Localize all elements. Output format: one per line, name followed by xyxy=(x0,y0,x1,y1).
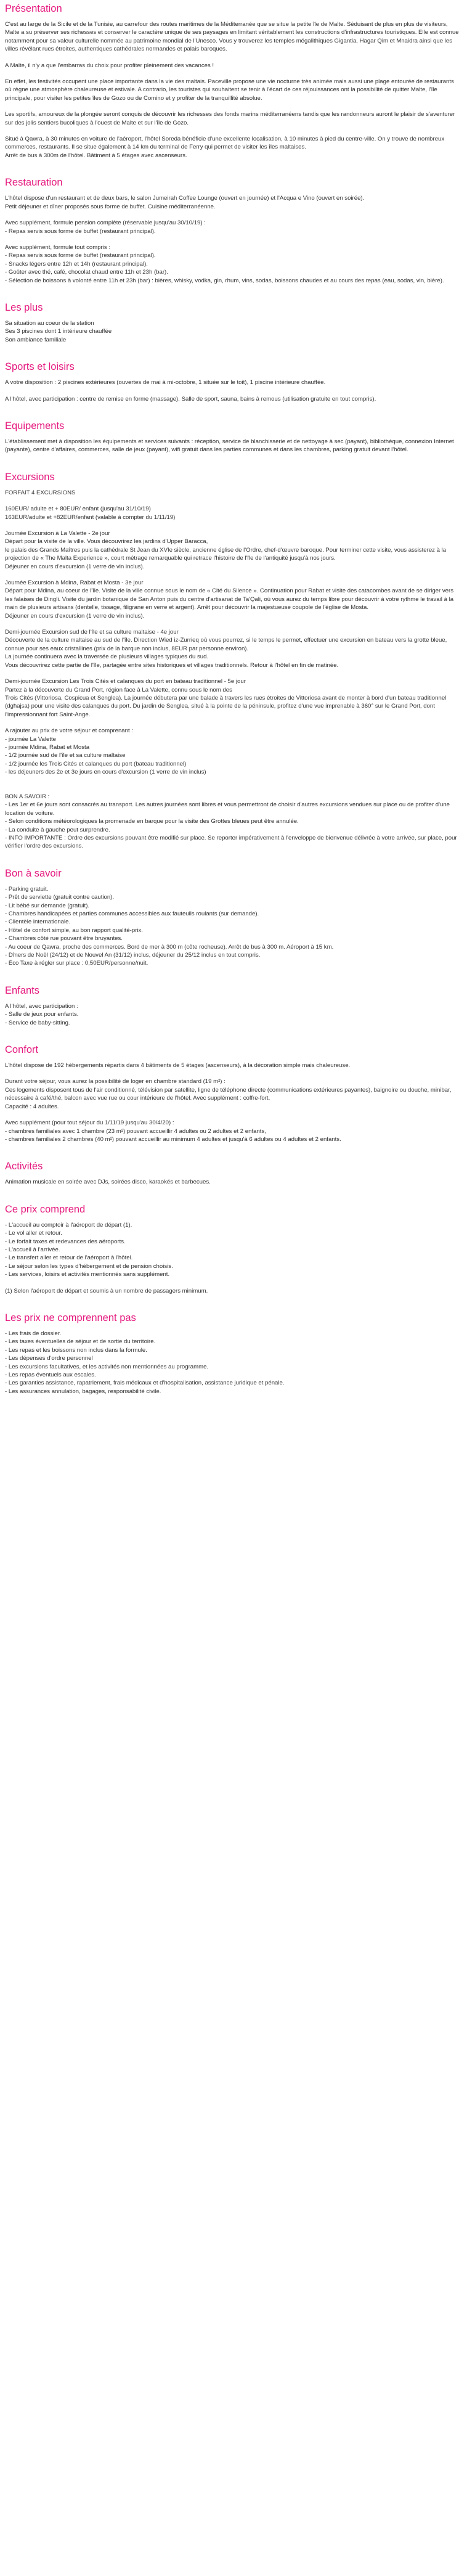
list-item: Son ambiance familiale xyxy=(5,336,67,343)
text-line: - Goûter avec thé, café, chocolat chaud entre 11h et 23h (bar). xyxy=(5,269,168,276)
list-item: - Les assurances annulation, bagages, responsabilité civile. xyxy=(5,1388,161,1395)
heading-equipements: Equipements xyxy=(5,420,65,431)
text-line: A l'hôtel, avec participation : xyxy=(5,1002,78,1010)
list-item: - Les frais de dossier. xyxy=(5,1330,62,1337)
excursion-la-valette xyxy=(5,530,462,571)
text-line: Avec supplément, formule pension complète (réservable jusqu'au 30/10/19) : xyxy=(5,219,206,227)
excursions-includes xyxy=(5,727,462,776)
heading-presentation: Présentation xyxy=(5,3,62,14)
section-ce-prix-comprend xyxy=(5,1203,462,1295)
list-item: - La conduite à gauche peut surprendre. xyxy=(5,826,110,833)
text-line: Déjeuner en cours d'excursion (1 verre de vin inclus). xyxy=(5,612,145,619)
ce-prix-comprend-note: (1) Selon l'aéroport de départ et soumis à un nombre de passagers minimum. xyxy=(5,1287,208,1294)
list-item: - Prêt de serviette (gratuit contre caution). xyxy=(5,894,115,901)
list-item: - chambres familiales avec 1 chambre (23 m²) pouvant accueillir 4 adultes ou 2 adultes et 2 enfants, xyxy=(5,1127,266,1135)
section-les-plus xyxy=(5,301,462,344)
text-line: Partez à la découverte du Grand Port, région face à La Valette, connu sous le nom des xyxy=(5,686,232,693)
text-line: BON A SAVOIR : xyxy=(5,793,50,800)
text-line: Déjeuner en cours d'excursion (1 verre de vin inclus). xyxy=(5,563,145,570)
list-item: - 1/2 journée sud de l'île et sa culture maltaise xyxy=(5,752,126,759)
text-line: La journée continuera avec la traversée de plusieurs villages typiques du sud. xyxy=(5,653,209,661)
list-item: - journée Mdina, Rabat et Mosta xyxy=(5,743,90,751)
section-activites xyxy=(5,1160,462,1186)
list-item: - INFO IMPORTANTE : Ordre des excursions pouvant être modifié sur place. Se reporter impérativement à l'enveloppe de bienvenue délivrée à votre arrivée, sur place, pour vérifier l'ordre des excursions. xyxy=(5,834,457,850)
list-item: - Les 1er et 6e jours sont consacrés au transport. Les autres journées sont libres et vous permettront de choisir d'autres excursions vendues sur place ou de profiter d'une location de voiture. xyxy=(5,801,450,817)
list-item: - journée La Valette xyxy=(5,735,57,743)
restauration-intro xyxy=(5,194,462,211)
text-line: 163EUR/adulte et +82EUR/enfant (valable à compter du 1/11/19) xyxy=(5,513,176,521)
list-item: - Les services, loisirs et activités mentionnés sans supplément. xyxy=(5,1271,170,1278)
list-item: Ses 3 piscines dont 1 intérieure chauffée xyxy=(5,328,112,335)
text-line: Petit déjeuner et dîner proposés sous forme de buffet. Cuisine méditerranéenne. xyxy=(5,203,216,210)
presentation-paragraph: En effet, les festivités occupent une place importante dans la vie des maltais. Paceville propose une vie nocturne très animée mais aussi une plage entourée de restaurants où règne une atmosphère chaleureuse et estivale. A contrario, les touristes qui souhaitent se tenir à l'écart de ces réjouissances ont la possibilité de quitter Malte, l'île principale, pour visiter les petites îles de Gozo ou de Comino et y profiter de la tranquillité absolue. xyxy=(5,78,454,102)
excursion-trois-cites xyxy=(5,677,462,719)
list-item: - Chambres handicapées et parties communes accessibles aux fauteuils roulants (sur demande). xyxy=(5,910,259,918)
list-item: - Les excursions facultatives, et les activités non mentionnées au programme. xyxy=(5,1363,209,1370)
heading-activites: Activités xyxy=(5,1161,43,1172)
excursions-prices xyxy=(5,505,462,521)
text-line: Ces logements disposent tous de l'air conditionné, télévision par satellite, ligne de téléphone directe (communications extérieures payantes), baignoire ou douche, minibar, nécessaire à café/thé, balcon avec vue rue ou cour intérieure de l'hôtel. Avec supplément : coffre-fort. xyxy=(5,1086,452,1102)
section-ne-comprennent-pas xyxy=(5,1312,462,1396)
ne-comprennent-pas-list xyxy=(5,1330,462,1396)
text-line: - Repas servis sous forme de buffet (restaurant principal). xyxy=(5,252,156,260)
section-presentation xyxy=(5,2,462,160)
heading-excursions: Excursions xyxy=(5,471,55,483)
text-line: Durant votre séjour, vous aurez la possibilité de loger en chambre standard (19 m²) : xyxy=(5,1078,225,1086)
heading-confort: Confort xyxy=(5,1044,39,1056)
heading-ce-prix-comprend: Ce prix comprend xyxy=(5,1203,86,1215)
bon-a-savoir-list xyxy=(5,885,462,968)
section-bon-a-savoir xyxy=(5,867,462,968)
list-item: - Selon conditions météorologiques la promenade en barque pour la visite des Grottes bleues peut être annulée. xyxy=(5,818,299,825)
heading-restauration: Restauration xyxy=(5,177,63,189)
excursions-forfait xyxy=(5,489,462,497)
list-item: - Les repas et les boissons non inclus dans la formule. xyxy=(5,1346,147,1354)
presentation-paragraph: Les sportifs, amoureux de la plongée seront conquis de découvrir les richesses des fonds marins méditerranéens tandis que les randonneurs auront le plaisir de s'aventurer sur des jolis sentiers bucoliques à l'ouest de Malte et sur l'île de Gozo. xyxy=(5,111,455,126)
list-item: - Éco Taxe à régler sur place : 0,50EUR/personne/nuit. xyxy=(5,960,148,967)
heading-sports-loisirs: Sports et loisirs xyxy=(5,361,75,373)
equipements-paragraph: L'établissement met à disposition les équipements et services suivants : réception, service de blanchisserie et de nettoyage à sec (payant), bibliothèque, connexion Internet (payante), centre d'affaires, commerces, salle de jeux (payant), wifi gratuit dans les parties communes et dans les chambres, parking gratuit devant l'hôtel. xyxy=(5,438,454,454)
list-item: - Les taxes éventuelles de séjour et de sortie du territoire. xyxy=(5,1338,156,1346)
text-line: - Sélection de boissons à volonté entre 11h et 23h (bar) : bières, whisky, vodka, gin, rhum, vins, sodas, boissons chaudes et au cours des repas (eau, sodas, vin, bière). xyxy=(5,277,444,284)
excursion-sud xyxy=(5,628,462,669)
restauration-tout-compris xyxy=(5,243,462,285)
list-item: - Chambres côté rue pouvant être bruyantes. xyxy=(5,935,123,942)
text-line: Arrêt de bus à 300m de l'hôtel. Bâtiment à 5 étages avec ascenseurs. xyxy=(5,152,187,159)
confort-chambres-familiales xyxy=(5,1119,462,1143)
text-line: L'hôtel dispose d'un restaurant et de deux bars, le salon Jumeirah Coffee Lounge (ouvert en journée) et l'Acqua e Vino (ouvert en soirée). xyxy=(5,195,365,202)
list-item: - Le vol aller et retour. xyxy=(5,1230,62,1237)
section-enfants xyxy=(5,984,462,1027)
list-item: - Les dépenses d'ordre personnel xyxy=(5,1355,93,1362)
list-item: - L'accueil au comptoir à l'aéroport de départ (1). xyxy=(5,1221,132,1229)
list-item: - Hôtel de confort simple, au bon rapport qualité-prix. xyxy=(5,926,143,934)
text-line: - Repas servis sous forme de buffet (restaurant principal). xyxy=(5,227,156,235)
confort-paragraph: L'hôtel dispose de 192 hébergements répartis dans 4 bâtiments de 5 étages (ascenseurs), à la décoration simple mais chaleureuse. xyxy=(5,1062,351,1069)
presentation-paragraph: C'est au large de la Sicile et de la Tunisie, au carrefour des routes maritimes de la Méditerranée que se situe la petite île de Malte. Séduisant de plus en plus de visiteurs, Malte a su préserver ses richesses et conserver le caractère unique de ses paysages en limitant véritablement les constructions d'infrastructures touristiques. Elle est connue notamment pour sa valeur culturelle nommée au patrimoine mondial de l'Unesco. Vous y trouverez les temples mégalithiques Gigantia, Hagar Qim et Mnaidra ainsi que les villes révélant rues étroites, authentiques cathédrales normandes et palais baroques. xyxy=(5,21,459,53)
blank-line xyxy=(5,785,462,793)
section-confort xyxy=(5,1044,462,1143)
section-sports-loisirs xyxy=(5,361,462,403)
list-item: - Les repas éventuels aux escales. xyxy=(5,1372,96,1379)
heading-enfants: Enfants xyxy=(5,984,39,996)
list-item: - Le transfert aller et retour de l'aéroport à l'hôtel. xyxy=(5,1254,133,1262)
text-line: Journée Excursion à La Valette - 2e jour xyxy=(5,530,110,537)
list-item: - Les garanties assistance, rapatriement, frais médicaux et d'hospitalisation, assistance juridique et pénale. xyxy=(5,1380,285,1387)
text-line: Trois Cités (Vittoriosa, Cospicua et Senglea). La journée débutera par une balade à travers les rues étroites de Vittoriosa avant de monter à bord d'un bateau traditionnel (dgħajsa) pour une visite des calanques du port. Du jardin de Senglea, situé à la pointe de la péninsule, profitez d'une vue imprenable à 360° sur le Grand Port, dont l'impressionnant fort Saint-Ange. xyxy=(5,694,447,718)
les-plus-list xyxy=(5,319,462,344)
text-line: 160EUR/ adulte et + 80EUR/ enfant (jusqu'au 31/10/19) xyxy=(5,505,151,513)
presentation-paragraph: A Malte, il n'y a que l'embarras du choix pour profiter pleinement des vacances ! xyxy=(5,62,214,69)
excursion-mdina xyxy=(5,579,462,620)
list-item: - 1/2 journée les Trois Cités et calanques du port (bateau traditionnel) xyxy=(5,760,187,767)
ce-prix-comprend-list xyxy=(5,1221,462,1279)
section-equipements xyxy=(5,420,462,454)
list-item: - Lit bébé sur demande (gratuit). xyxy=(5,902,90,909)
list-item: - Le séjour selon les types d'hébergement et de pension choisis. xyxy=(5,1262,173,1270)
list-item: - Le forfait taxes et redevances des aéroports. xyxy=(5,1238,126,1245)
list-item: - Salle de jeux pour enfants. xyxy=(5,1011,79,1018)
list-item: - les déjeuners des 2e et 3e jours en cours d'excursion (1 verre de vin inclus) xyxy=(5,769,206,776)
restauration-pension-complete xyxy=(5,219,462,235)
list-item: - L'accueil à l'arrivée. xyxy=(5,1246,60,1253)
text-line: Demi-journée Excursion sud de l'île et sa culture maltaise - 4e jour xyxy=(5,629,179,636)
sports-paragraph: A votre disposition : 2 piscines extérieures (ouvertes de mai à mi-octobre, 1 située sur le toit), 1 piscine intérieure chauffée. xyxy=(5,379,326,386)
heading-ne-comprennent-pas: Les prix ne comprennent pas xyxy=(5,1312,136,1323)
text-line: Vous découvrirez cette partie de l'île, partagée entre sites historiques et villages traditionnels. Retour à l'hôtel en fin de matinée. xyxy=(5,661,339,669)
section-restauration xyxy=(5,176,462,285)
text-line: le palais des Grands Maîtres puis la cathédrale St Jean du XVIe siècle, ancienne église de l'Ordre, chef-d'œuvre baroque. Pour terminer cette visite, vous assisterez à la projection de « The Malta Experience », court métrage remarquable qui retrace l'histoire de l'île de l'antiquité jusqu'à nos jours. xyxy=(5,546,447,562)
text-line: Avec supplément (pour tout séjour du 1/11/19 jusqu'au 30/4/20) : xyxy=(5,1119,174,1127)
section-excursions xyxy=(5,471,462,851)
list-item: - Dîners de Noël (24/12) et de Nouvel An (31/12) inclus, déjeuner du 25/12 inclus en tout compris. xyxy=(5,952,261,959)
text-line: Avec supplément, formule tout compris : xyxy=(5,243,110,251)
list-item: - Au coeur de Qawra, proche des commerces. Bord de mer à 300 m (côte rocheuse). Arrêt de bus à 300 m. Aéroport à 15 km. xyxy=(5,943,334,951)
excursions-bon-a-savoir xyxy=(5,793,462,851)
text-line: Demi-journée Excursion Les Trois Cités et calanques du port en bateau traditionnel - 5e jour xyxy=(5,678,246,685)
heading-les-plus: Les plus xyxy=(5,301,43,313)
presentation-location xyxy=(5,135,462,160)
text-line: Départ pour la visite de la ville. Vous découvrirez les jardins d'Upper Baracca, xyxy=(5,538,208,546)
confort-chambre-standard xyxy=(5,1077,462,1111)
text-line: Capacité : 4 adultes. xyxy=(5,1103,59,1110)
sports-paragraph: A l'hôtel, avec participation : centre de remise en forme (massage). Salle de sport, sauna, bains à remous (utilisation gratuite en tout compris). xyxy=(5,395,376,403)
list-item: - Clientèle internationale. xyxy=(5,918,71,926)
list-item: - Parking gratuit. xyxy=(5,885,49,893)
enfants-list xyxy=(5,1002,462,1027)
list-item: - Service de baby-sitting. xyxy=(5,1019,70,1026)
heading-bon-a-savoir: Bon à savoir xyxy=(5,867,62,879)
list-item: - chambres familiales 2 chambres (40 m²) pouvant accueillir au minimum 4 adultes et jusqu'à 6 adultes ou 4 adultes et 2 enfants. xyxy=(5,1135,341,1143)
text-line: Départ pour Mdina, au coeur de l'île. Visite de la ville connue sous le nom de « Cité du Silence ». Continuation pour Rabat et visite des catacombes avant de se diriger vers les falaises de Dingli. Visite du jardin botanique de San Anton puis du centre d'artisanat de Ta'Qali, où vous aurez du temps libre pour découvrir à votre rythme le travail à la main de plusieurs artisans (dentelle, tissage, filigrane en verre et argent). Arrêt pour découvrir la majestueuse coupole de l'église de Mosta. xyxy=(5,587,454,611)
text-line: Journée Excursion à Mdina, Rabat et Mosta - 3e jour xyxy=(5,579,144,587)
text-line: A rajouter au prix de votre séjour et comprenant : xyxy=(5,727,133,735)
activites-paragraph: Animation musicale en soirée avec DJs, soirées disco, karaokés et barbecues. xyxy=(5,1179,211,1186)
text-line: FORFAIT 4 EXCURSIONS xyxy=(5,489,76,496)
list-item: Sa situation au coeur de la station xyxy=(5,319,94,327)
text-line: Situé à Qawra, à 30 minutes en voiture de l'aéroport, l'hôtel Soreda bénéficie d'une excellente localisation, à 10 minutes à pied du centre-ville. On y trouve de nombreux commerces, restaurants. Il se situe également à 14 km du terminal de Ferry qui permet de visiter les îles maltaises. xyxy=(5,136,445,151)
text-line: - Snacks légers entre 12h et 14h (restaurant principal). xyxy=(5,260,148,268)
text-line: Découverte de la culture maltaise au sud de l'île. Direction Wied iz-Zurrieq où vous pourrez, si le temps le permet, effectuer une excursion en bateau vers la grotte bleue, connue pour ses eaux cristallines (prix de la barque non inclus, 8EUR par personne environ). xyxy=(5,637,447,652)
